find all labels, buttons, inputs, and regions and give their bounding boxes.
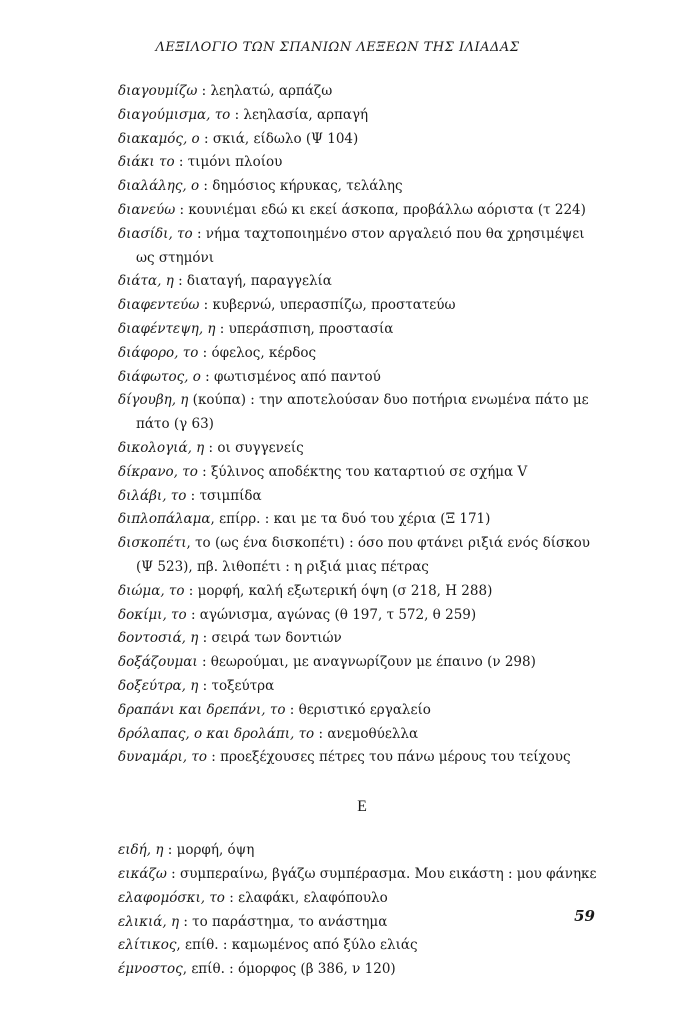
entry-definition: : ελαφάκι, ελαφόπουλο (224, 889, 388, 906)
entry-definition: : το παράστημα, το ανάστημα (179, 913, 388, 930)
entry-headword: ελαφομόσκι, το (118, 889, 225, 906)
entry-definition: : φωτισμένος από παντού (200, 368, 381, 385)
entry-definition: : κουνιέμαι εδώ κι εκεί άσκοπα, προβάλλω αόριστα (τ 224) (175, 201, 586, 218)
entry-headword: δραπάνι και δρεπάνι, το (118, 701, 286, 718)
glossary-entry (118, 104, 606, 128)
entry-headword: ελίτικος (118, 937, 177, 954)
entry-headword: διλάβι, το (118, 487, 187, 504)
entry-headword: δρόλαπας, ο και δρολάπι, το (118, 725, 315, 742)
glossary-entry (118, 604, 606, 628)
glossary-entry (118, 128, 606, 152)
entry-definition: : σειρά των δοντιών (198, 630, 342, 647)
entry-definition: : προεξέχουσες πέτρες του πάνω μέρους του τείχους (206, 749, 571, 766)
glossary-entry (118, 508, 606, 532)
entry-headword: διανεύω (118, 201, 176, 218)
entry-definition: : τιμόνι πλοίου (174, 154, 283, 171)
entry-definition: : θεριστικό εργαλείο (285, 701, 431, 718)
entry-definition: : ξύλινος αποδέκτης του καταρτιού σε σχήμα V (197, 463, 528, 480)
entries-d (118, 80, 606, 770)
glossary-entry (118, 342, 606, 366)
entry-definition: : αγώνισμα, αγώνας (θ 197, τ 572, θ 259) (186, 606, 477, 623)
glossary-entry (118, 627, 606, 651)
glossary-entry (118, 80, 606, 104)
glossary-entry (118, 887, 606, 911)
glossary-entry (118, 175, 606, 199)
glossary-entry (118, 461, 606, 485)
entry-headword: δίκρανο, το (118, 463, 198, 480)
entry-headword: διασίδι, το (118, 225, 193, 242)
entry-headword: δοξάζουμαι (118, 654, 198, 671)
glossary-entry (118, 580, 606, 604)
page-number: 59 (574, 907, 595, 925)
glossary-entry (118, 746, 606, 770)
glossary-entry (118, 270, 606, 294)
entry-headword: διάφωτος, ο (118, 368, 201, 385)
glossary-entry (118, 485, 606, 509)
glossary-entry (118, 699, 606, 723)
entry-headword: διάκι το (118, 154, 175, 171)
glossary-entry (118, 532, 606, 580)
entry-headword: δοξεύτρα, η (118, 677, 199, 694)
entry-headword: διάφορο, το (118, 344, 199, 361)
entry-definition: : μορφή, καλή εξωτερική όψη (σ 218, Η 288) (184, 582, 493, 599)
entry-definition: : υπεράσπιση, προστασία (215, 320, 394, 337)
entry-definition: , επίρρ. : και με τα δυό του χέρια (Ξ 171) (210, 511, 491, 528)
glossary-entry (118, 151, 606, 175)
glossary-entry (118, 651, 606, 675)
entry-definition: , επίθ. : καμωμένος από ξύλο ελιάς (176, 937, 418, 954)
glossary-entry (118, 199, 606, 223)
entry-headword: δυναμάρι, το (118, 749, 207, 766)
entry-definition: : τσιμπίδα (186, 487, 262, 504)
glossary-entry (118, 389, 606, 437)
entry-definition: : λεηλατώ, αρπάζω (197, 83, 333, 99)
entry-headword: διαγούμισμα, το (118, 106, 231, 123)
glossary-entry (118, 675, 606, 699)
glossary-entries (118, 80, 606, 982)
glossary-entry (118, 294, 606, 318)
entry-definition: , το (ως ένα δισκοπέτι) : όσο που φτάνει ριξιά ενός δίσκου (Ψ 523), πβ. λιθοπέτι : η ριξιά μιας πέτρας (136, 535, 590, 575)
entry-definition: : μορφή, όψη (163, 842, 255, 859)
entry-definition: : ανεμοθύελλα (314, 725, 419, 742)
glossary-entry (118, 958, 606, 982)
entry-headword: εικάζω (118, 865, 167, 882)
entry-definition: : κυβερνώ, υπερασπίζω, προστατεύω (199, 297, 456, 314)
entries-e (118, 839, 606, 982)
entry-headword: δοντοσιά, η (118, 630, 199, 647)
entry-definition: : διαταγή, παραγγελία (173, 273, 332, 290)
entry-definition: : όφελος, κέρδος (198, 344, 317, 361)
entry-headword: διπλοπάλαμα (118, 511, 211, 528)
entry-headword: διαγουμίζω (118, 83, 198, 99)
entry-definition: : οι συγγενείς (204, 439, 304, 456)
running-head: ΛΕΞΙΛΟΓΙΟ ΤΩΝ ΣΠΑΝΙΩΝ ΛΕΞΕΩΝ ΤΗΣ ΙΛΙΑΔΑΣ (155, 40, 520, 55)
entry-headword: διάτα, η (118, 273, 174, 290)
glossary-entry (118, 437, 606, 461)
entry-headword: δίγουβη, η (118, 392, 189, 409)
entry-headword: διαφέντεψη, η (118, 320, 216, 337)
glossary-entry (118, 723, 606, 747)
entry-definition: : νήμα ταχτοποιημένο στον αργαλειό που θα χρησιμέψει ως στημόνι (136, 225, 585, 266)
entry-definition: : δημόσιος κήρυκας, τελάλης (199, 178, 403, 195)
entry-definition: : τοξεύτρα (198, 677, 275, 694)
glossary-entry (118, 863, 606, 887)
glossary-entry (118, 223, 606, 271)
entry-definition: : σκιά, είδωλο (Ψ 104) (199, 130, 359, 147)
glossary-entry (118, 934, 606, 958)
entry-definition: (κούπα) : την αποτελούσαν δυο ποτήρια ενωμένα πάτο με πάτο (γ 63) (136, 392, 589, 433)
entry-definition: , επίθ. : όμορφος (β 386, ν 120) (182, 961, 396, 978)
entry-headword: ελικιά, η (118, 913, 180, 930)
entry-headword: ειδή, η (118, 842, 164, 859)
entry-definition: : συμπεραίνω, βγάζω συμπέρασμα. Μου εικάστη : μου φάνηκε (166, 865, 597, 882)
glossary-entry (118, 839, 606, 863)
entry-headword: δικολογιά, η (118, 439, 205, 456)
entry-headword: διαφεντεύω (118, 297, 200, 314)
glossary-entry (118, 318, 606, 342)
entry-headword: διαλάλης, ο (118, 178, 200, 195)
entry-definition: : θεωρούμαι, με αναγνωρίζουν με έπαινο (ν 298) (197, 654, 536, 671)
glossary-entry (118, 911, 606, 935)
section-letter: Ε (357, 798, 367, 816)
glossary-entry (118, 366, 606, 390)
entry-headword: έμνοστος (118, 961, 183, 978)
entry-headword: διακαμός, ο (118, 130, 200, 147)
entry-headword: διώμα, το (118, 582, 185, 599)
entry-headword: δοκίμι, το (118, 606, 187, 623)
entry-definition: : λεηλασία, αρπαγή (230, 106, 369, 123)
entry-headword: δισκοπέτι (118, 535, 187, 552)
